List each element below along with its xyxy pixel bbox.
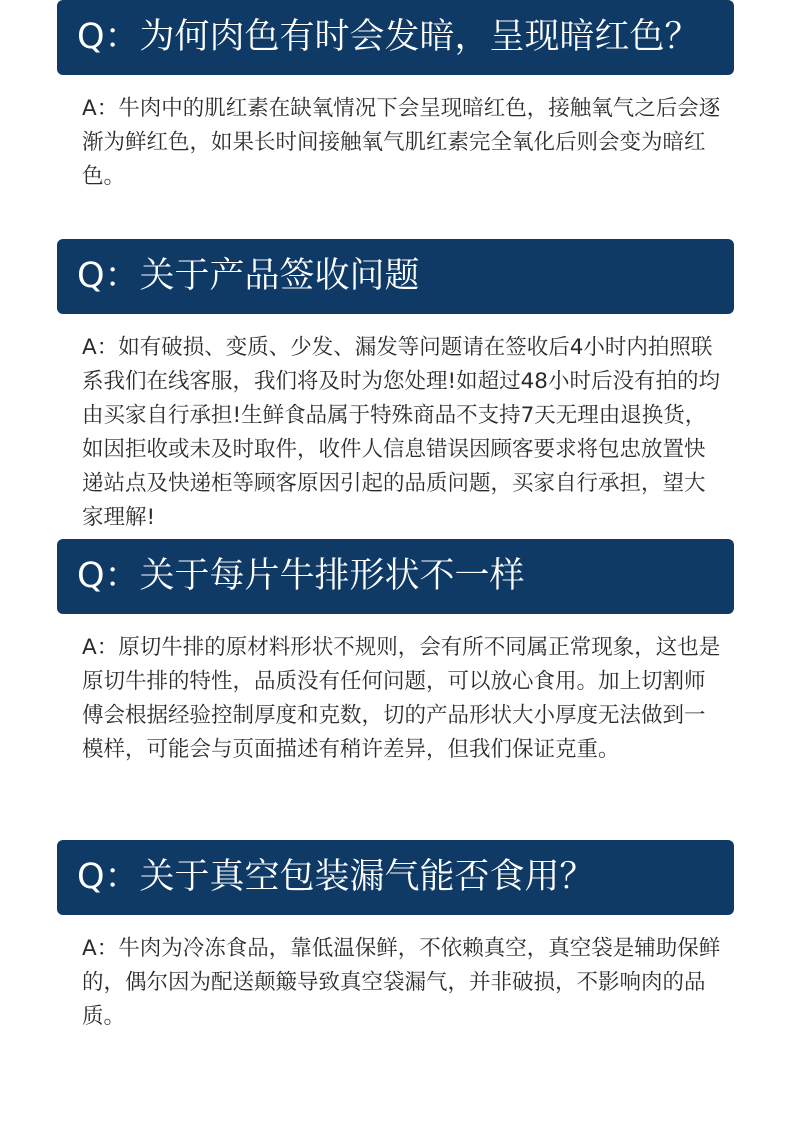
- faq-answer-shape: A：原切牛排的原材料形状不规则，会有所不同属正常现象，这也是原切牛排的特性，品质没有任何问题，可以放心食用。加上切割师傅会根据经验控制厚度和克数，切的产品形状大小厚度无法做到一模样，可能会与页面描述有稍许差异，但我们保证克重。: [82, 635, 721, 762]
- faq-question-vacuum: Q：关于真空包装漏气能否食用？: [57, 840, 734, 915]
- faq-question-shape: Q：关于每片牛排形状不一样: [57, 539, 734, 614]
- faq-answer-vacuum: A：牛肉为冷冻食品，靠低温保鲜，不依赖真空，真空袋是辅助保鲜的，偶尔因为配送颠簸导致真空袋漏气，并非破损，不影响肉的品质。: [82, 936, 721, 1029]
- faq-answer-delivery: A：如有破损、变质、少发、漏发等问题请在签收后4小时内拍照联系我们在线客服，我们将及时为您处理!如超过48小时后没有拍的均由买家自行承担!生鲜食品属于特殊商品不支持7天无理由退换货，如因拒收或未及时取件，收件人信息错误因顾客要求将包忠放置快递站点及快递柜等顾客原因引起的品质问题，买家自行承担，望大家理解!: [82, 335, 720, 530]
- faq-question-color: Q：为何肉色有时会发暗，呈现暗红色？: [57, 0, 734, 75]
- faq-question-delivery: Q：关于产品签收问题: [57, 239, 734, 314]
- faq-answer-color: A：牛肉中的肌红素在缺氧情况下会呈现暗红色，接触氧气之后会逐渐为鲜红色，如果长时间接触氧气肌红素完全氧化后则会变为暗红色。: [82, 96, 721, 189]
